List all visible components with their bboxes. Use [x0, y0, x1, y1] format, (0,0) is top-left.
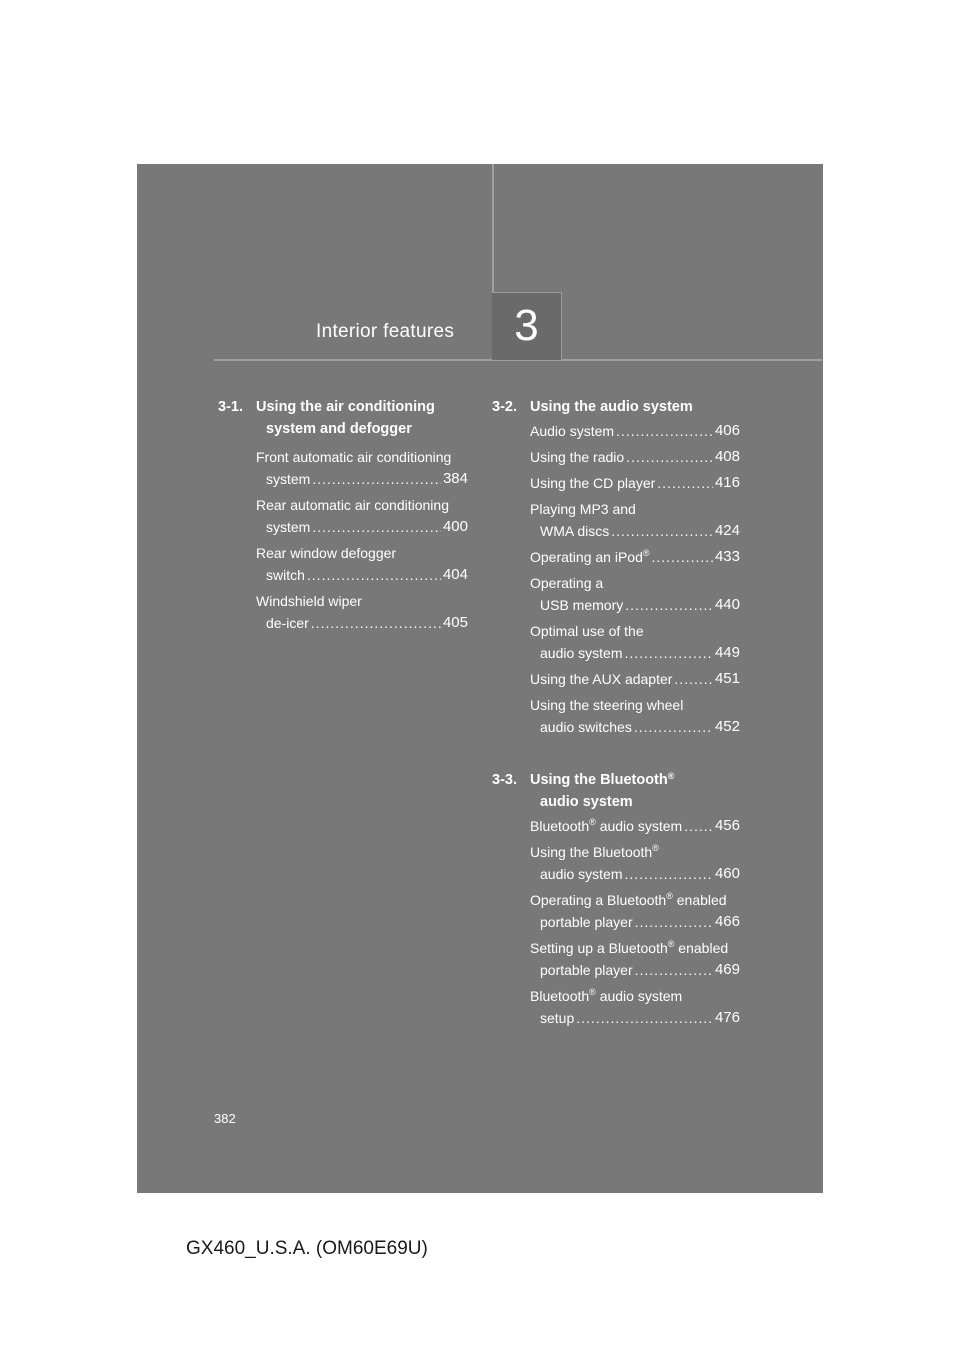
entry-label: Rear automatic air conditioning	[256, 497, 449, 513]
entry-label: Windshield wiper	[256, 593, 362, 609]
entry-label: Operating a	[530, 575, 604, 591]
entry-page: 384	[442, 470, 468, 487]
section-title-line1: Using the Bluetooth®	[530, 771, 675, 788]
entry-page: 440	[714, 596, 740, 613]
section-title-line1: Using the audio system	[530, 399, 693, 415]
toc-entry[interactable]	[530, 420, 740, 442]
entry-page: 408	[714, 448, 740, 465]
entry-page: 476	[714, 1009, 740, 1026]
toc-entry[interactable]	[530, 841, 740, 885]
toc-entry[interactable]	[530, 472, 740, 494]
entry-label-cont: audio switches	[540, 719, 632, 735]
entry-page: 424	[714, 522, 740, 539]
toc-entry[interactable]	[530, 498, 740, 542]
entry-label: Bluetooth® audio system	[530, 817, 683, 834]
entry-page: 449	[714, 644, 740, 661]
section-heading[interactable]	[492, 769, 740, 813]
toc-entry[interactable]	[530, 985, 740, 1029]
entry-label: Operating a Bluetooth® enabled	[530, 891, 727, 908]
entry-label: Using the steering wheel	[530, 697, 684, 713]
chapter-number: 3	[514, 301, 539, 350]
entry-label-cont: portable player	[540, 962, 633, 978]
entry-page: 452	[714, 718, 740, 735]
entry-label-cont: portable player	[540, 914, 633, 930]
entry-label-cont: setup	[540, 1010, 575, 1026]
section-heading[interactable]	[218, 396, 468, 440]
toc-entry[interactable]	[530, 889, 740, 933]
entry-page: 433	[714, 548, 740, 565]
section-title-line2: system and defogger	[266, 421, 412, 437]
toc-entry[interactable]	[256, 446, 468, 490]
footer-code: GX460_U.S.A. (OM60E69U)	[186, 1238, 428, 1259]
section-3-3	[492, 769, 740, 1033]
entry-label-cont: audio system	[540, 866, 623, 882]
entry-label: Audio system	[530, 423, 615, 439]
entry-label-cont: de-icer	[266, 615, 309, 631]
toc-entry[interactable]	[530, 546, 740, 568]
entry-label: Bluetooth® audio system	[530, 987, 683, 1004]
entry-label-cont: switch	[266, 567, 305, 583]
section-number: 3-3.	[492, 772, 517, 788]
entry-page: 406	[714, 422, 740, 439]
entry-page: 469	[714, 961, 740, 978]
entry-page: 451	[714, 670, 740, 687]
entry-page: 400	[442, 518, 468, 535]
entry-label-cont: USB memory	[540, 597, 624, 613]
entry-page: 405	[442, 614, 468, 631]
section-3-2	[492, 396, 740, 742]
entry-label: Operating an iPod®	[530, 548, 650, 565]
toc-entry[interactable]	[256, 494, 468, 538]
entry-page: 404	[442, 566, 468, 583]
section-heading[interactable]	[492, 396, 740, 418]
entry-label: Using the AUX adapter	[530, 671, 673, 687]
entry-label: Front automatic air conditioning	[256, 449, 452, 465]
entry-label-cont: system	[266, 519, 311, 535]
chapter-title: Interior features	[316, 321, 455, 342]
toc-entry[interactable]	[530, 668, 740, 690]
entry-label-cont: audio system	[540, 645, 623, 661]
entry-label: Rear window defogger	[256, 545, 397, 561]
entry-label: Using the Bluetooth®	[530, 843, 659, 860]
toc-entry[interactable]	[530, 937, 740, 981]
toc-entry[interactable]	[530, 446, 740, 468]
entry-label: Setting up a Bluetooth® enabled	[530, 939, 729, 956]
entry-page: 416	[714, 474, 740, 491]
toc-entry[interactable]	[530, 620, 740, 664]
entry-label: Using the CD player	[530, 475, 656, 491]
entry-label: Optimal use of the	[530, 623, 644, 639]
entry-page: 466	[714, 913, 740, 930]
entry-label: Using the radio	[530, 449, 625, 465]
section-3-1	[218, 396, 468, 638]
page-number: 382	[214, 1111, 236, 1126]
toc-entry[interactable]	[256, 542, 468, 586]
section-number: 3-1.	[218, 399, 243, 415]
toc-entry[interactable]	[530, 694, 740, 738]
section-title-line1: Using the air conditioning	[256, 399, 435, 415]
entry-label: Playing MP3 and	[530, 501, 636, 517]
toc-entry[interactable]	[530, 572, 740, 616]
entry-page: 456	[714, 817, 740, 834]
toc-entry[interactable]	[530, 815, 740, 837]
chapter-number-tab	[492, 292, 562, 360]
entry-label-cont: WMA discs	[540, 523, 610, 539]
entry-page: 460	[714, 865, 740, 882]
toc-entry[interactable]	[256, 590, 468, 634]
entry-label-cont: system	[266, 471, 311, 487]
section-title-line2: audio system	[540, 794, 633, 810]
section-number: 3-2.	[492, 399, 517, 415]
